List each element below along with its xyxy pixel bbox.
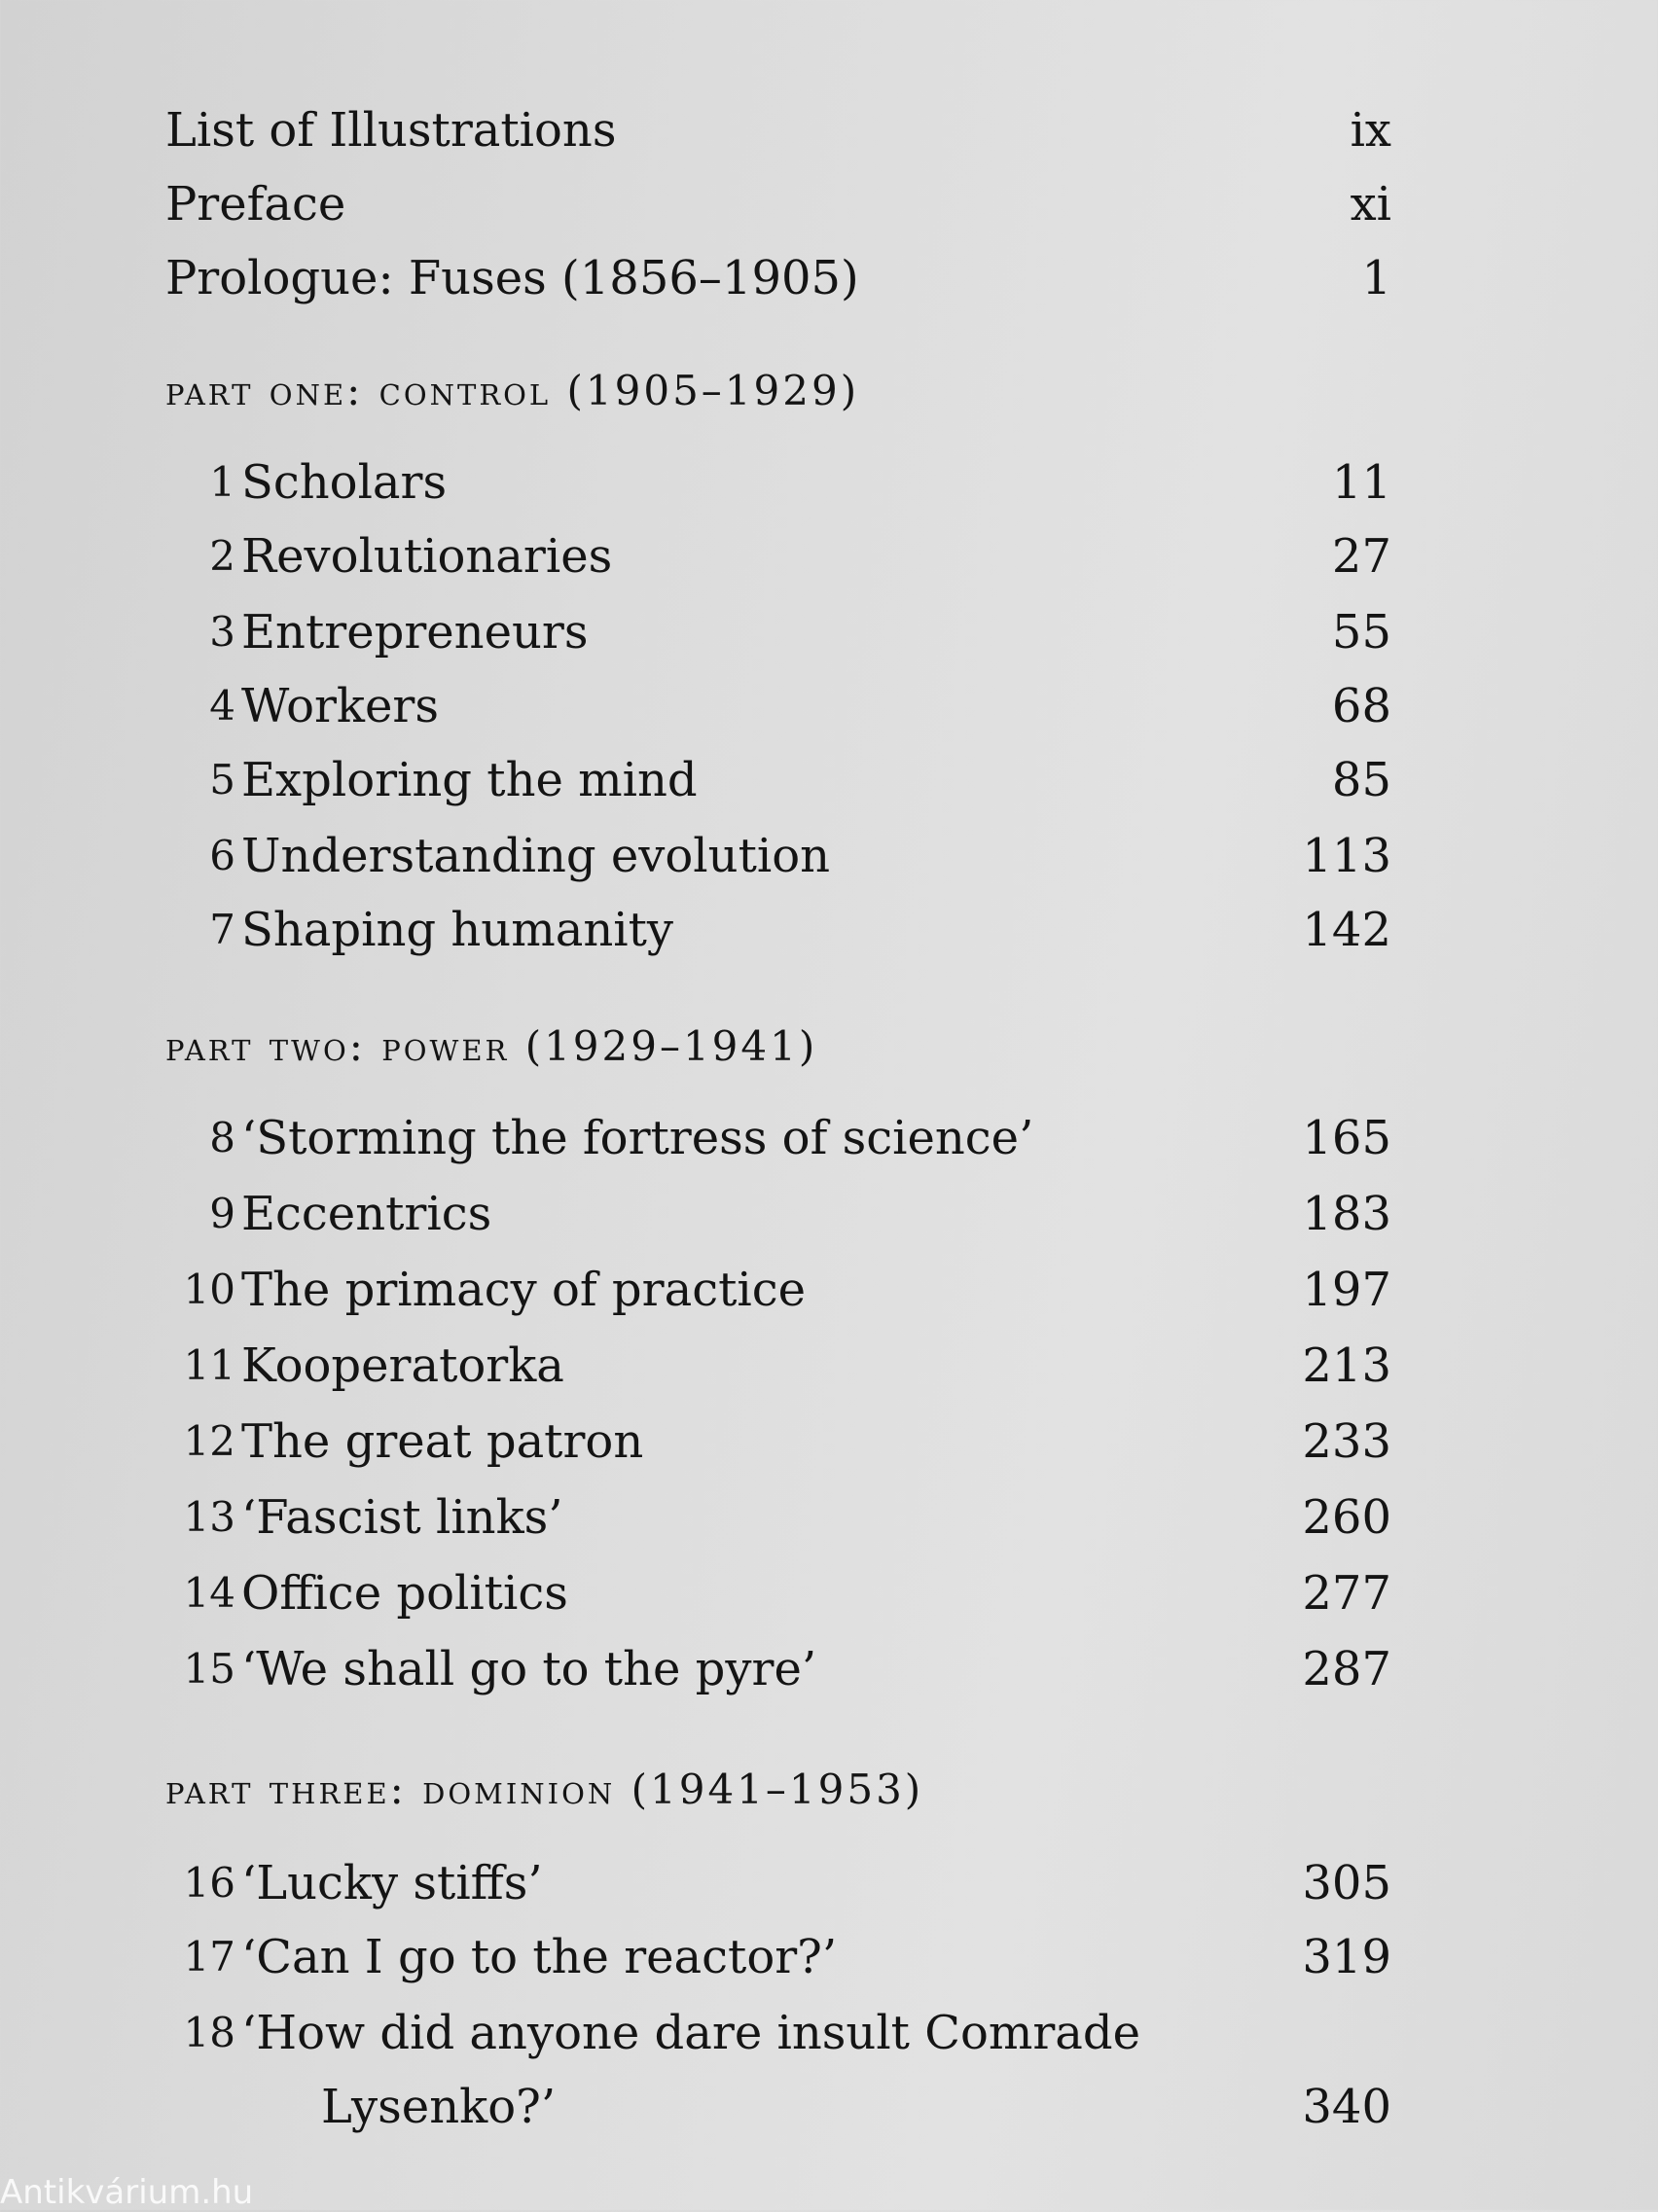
entry-page-number: ix (1350, 103, 1391, 158)
chapter-number: 1 (209, 458, 235, 506)
chapter-title: Eccentrics (241, 1187, 492, 1241)
chapter-title: ‘Can I go to the reactor?’ (241, 1930, 838, 1984)
entry-page-number: xi (1350, 177, 1391, 232)
entry-page-number: 277 (1302, 1566, 1391, 1621)
chapter-number: 16 (183, 1859, 235, 1907)
chapter-number: 4 (209, 682, 235, 730)
chapter-title: ‘Lucky stiffs’ (241, 1856, 543, 1910)
chapter-number: 15 (183, 1645, 235, 1693)
chapter-number: 5 (209, 756, 235, 803)
chapter-number: 3 (209, 608, 235, 656)
entry-page-number: 1 (1361, 251, 1391, 305)
chapter-number: 14 (183, 1569, 235, 1617)
chapter-title: ‘We shall go to the pyre’ (241, 1642, 817, 1696)
part-heading: part one: control (1905–1929) (165, 367, 860, 414)
entry-page-number: 213 (1302, 1338, 1391, 1393)
chapter-title: ‘How did anyone dare insult Comrade (241, 2006, 1141, 2060)
entry-title: List of Illustrations (165, 103, 617, 158)
chapter-title: Exploring the mind (241, 753, 698, 807)
chapter-title: Office politics (241, 1566, 568, 1621)
watermark: Antikvárium.hu (0, 2173, 254, 2212)
chapter-number: 10 (183, 1266, 235, 1313)
chapter-title: Shaping humanity (241, 903, 674, 957)
entry-title: Preface (165, 177, 346, 232)
entry-page-number: 55 (1331, 605, 1391, 660)
entry-page-number: 340 (1302, 2080, 1391, 2134)
chapter-number: 18 (183, 2009, 235, 2056)
chapter-number: 8 (209, 1114, 235, 1161)
chapter-title: The great patron (241, 1414, 644, 1469)
chapter-number: 11 (183, 1341, 235, 1389)
chapter-number: 7 (209, 906, 235, 953)
chapter-number: 2 (209, 532, 235, 580)
chapter-number: 12 (183, 1417, 235, 1465)
entry-title: Prologue: Fuses (1856–1905) (165, 251, 859, 305)
entry-page-number: 11 (1331, 455, 1391, 510)
entry-page-number: 165 (1302, 1111, 1391, 1165)
entry-page-number: 85 (1331, 753, 1391, 807)
entry-page-number: 183 (1302, 1187, 1391, 1241)
entry-page-number: 27 (1331, 529, 1391, 584)
entry-page-number: 260 (1302, 1490, 1391, 1545)
chapter-title-continued: Lysenko?’ (321, 2080, 557, 2134)
entry-page-number: 113 (1302, 829, 1391, 883)
chapter-title: Understanding evolution (241, 829, 831, 883)
chapter-title: The primacy of practice (241, 1263, 807, 1317)
chapter-title: ‘Fascist links’ (241, 1490, 563, 1545)
chapter-number: 9 (209, 1190, 235, 1237)
chapter-number: 17 (183, 1933, 235, 1980)
part-heading: part two: power (1929–1941) (165, 1022, 818, 1070)
entry-page-number: 319 (1302, 1930, 1391, 1984)
chapter-number: 13 (183, 1493, 235, 1541)
chapter-title: Workers (241, 679, 439, 733)
chapter-title: Scholars (241, 455, 448, 510)
chapter-title: Kooperatorka (241, 1338, 564, 1393)
chapter-number: 6 (209, 832, 235, 879)
entry-page-number: 233 (1302, 1414, 1391, 1469)
part-heading: part three: dominion (1941–1953) (165, 1766, 924, 1813)
entry-page-number: 305 (1302, 1856, 1391, 1910)
entry-page-number: 68 (1331, 679, 1391, 733)
chapter-title: Revolutionaries (241, 529, 613, 584)
entry-page-number: 197 (1302, 1263, 1391, 1317)
chapter-title: Entrepreneurs (241, 605, 589, 660)
entry-page-number: 142 (1302, 903, 1391, 957)
entry-page-number: 287 (1302, 1642, 1391, 1696)
chapter-title: ‘Storming the fortress of science’ (241, 1111, 1034, 1165)
